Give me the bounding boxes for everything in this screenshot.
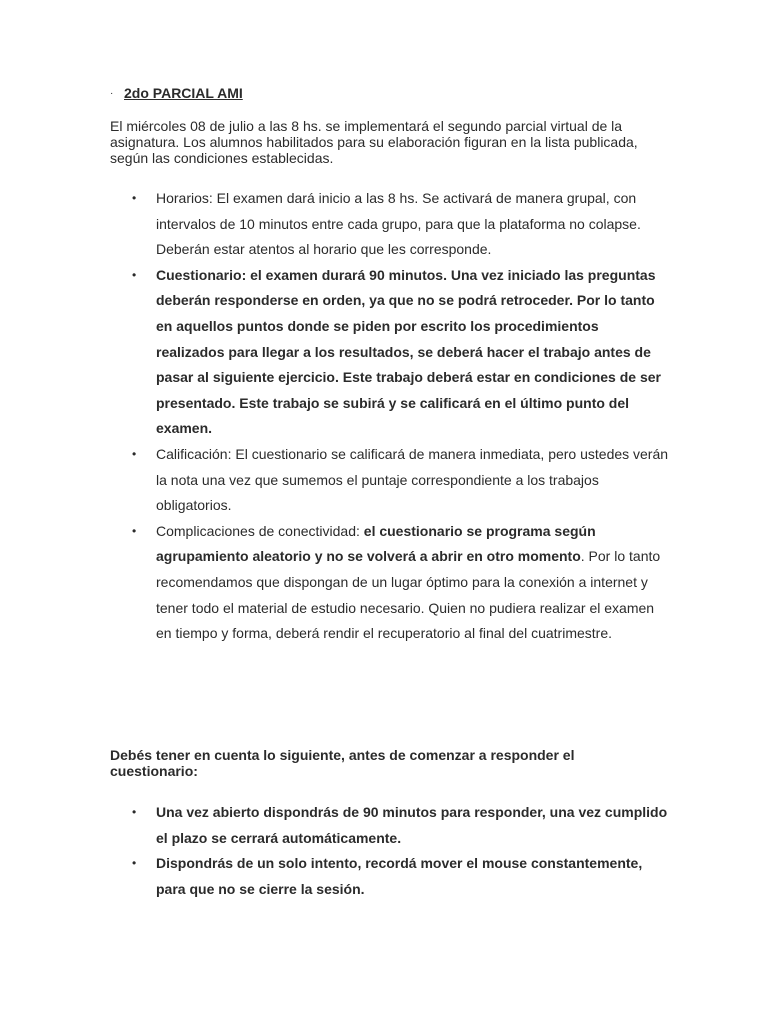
- document-title: [110, 85, 243, 102]
- intro-paragraph: El miércoles 08 de julio a las 8 hs. se implementará el segundo parcial virtual de la asignatura. Los alumnos habilitados para su elaboración figuran en la lista publicada, según las condiciones establecidas.: [110, 118, 638, 166]
- bullet-icon: •: [132, 856, 137, 871]
- list-item-conectividad: [110, 519, 670, 647]
- item-tail-text: . Por lo tanto recomendamos que dispongan de un lugar óptimo para la conexión a internet y tener todo el material de estudio necesario. Quien no pudiera realizar el examen en tiempo y forma, deberá rendir el recuperatorio al final del cuatrimestre.: [156, 548, 661, 642]
- item-text: Una vez abierto dispondrás de 90 minutos para responder, una vez cumplido el plazo se cerrará automáticamente.: [156, 804, 668, 846]
- item-text: Dispondrás de un solo intento, recordá mover el mouse constantemente, para que no se cierre la sesión.: [156, 855, 643, 897]
- list-item-horarios: [110, 186, 670, 263]
- bullet-icon: •: [132, 523, 137, 538]
- bullet-icon: •: [132, 191, 137, 205]
- list-item-attempt: [110, 851, 670, 902]
- section-heading: Debés tener en cuenta lo siguiente, antes de comenzar a responder el cuestionario:: [110, 747, 575, 779]
- title-text: 2do PARCIAL AMI: [124, 85, 243, 101]
- list-item-cuestionario: [110, 263, 670, 442]
- list-item-duration: [110, 800, 670, 851]
- list-item-calificacion: [110, 442, 670, 519]
- item-text: Cuestionario: el examen durará 90 minutos. Una vez iniciado las preguntas deberán responderse en orden, ya que no se podrá retroceder. Por lo tanto en aquellos puntos donde se piden por escrito los procedimientos realizados para llegar a los resultados, se deberá hacer el trabajo antes de pasar al siguiente ejercicio. Este trabajo deberá estar en condiciones de ser presentado. Este trabajo se subirá y se calificará en el último punto del examen.: [156, 266, 661, 437]
- bullet-icon: •: [132, 805, 137, 819]
- item-bold-text: el cuestionario se programa según agrupamiento aleatorio y no se volverá a abrir en otro momento: [156, 522, 596, 565]
- title-bullet: ·: [110, 88, 114, 99]
- item-text: Horarios: El examen dará inicio a las 8 hs. Se activará de manera grupal, con intervalos de 10 minutos entre cada grupo, para que la plataforma no colapse. Deberán estar atentos al horario que les corresponde.: [156, 190, 641, 258]
- instructions-list: [110, 186, 670, 647]
- item-text: Calificación: El cuestionario se calificará de manera inmediata, pero ustedes verán la nota una vez que sumemos el puntaje correspondiente a los trabajos obligatorios.: [156, 445, 669, 514]
- reminders-list: [110, 800, 670, 902]
- item-lead-text: Complicaciones de conectividad:: [156, 522, 364, 539]
- bullet-icon: •: [132, 267, 137, 282]
- bullet-icon: •: [132, 446, 137, 461]
